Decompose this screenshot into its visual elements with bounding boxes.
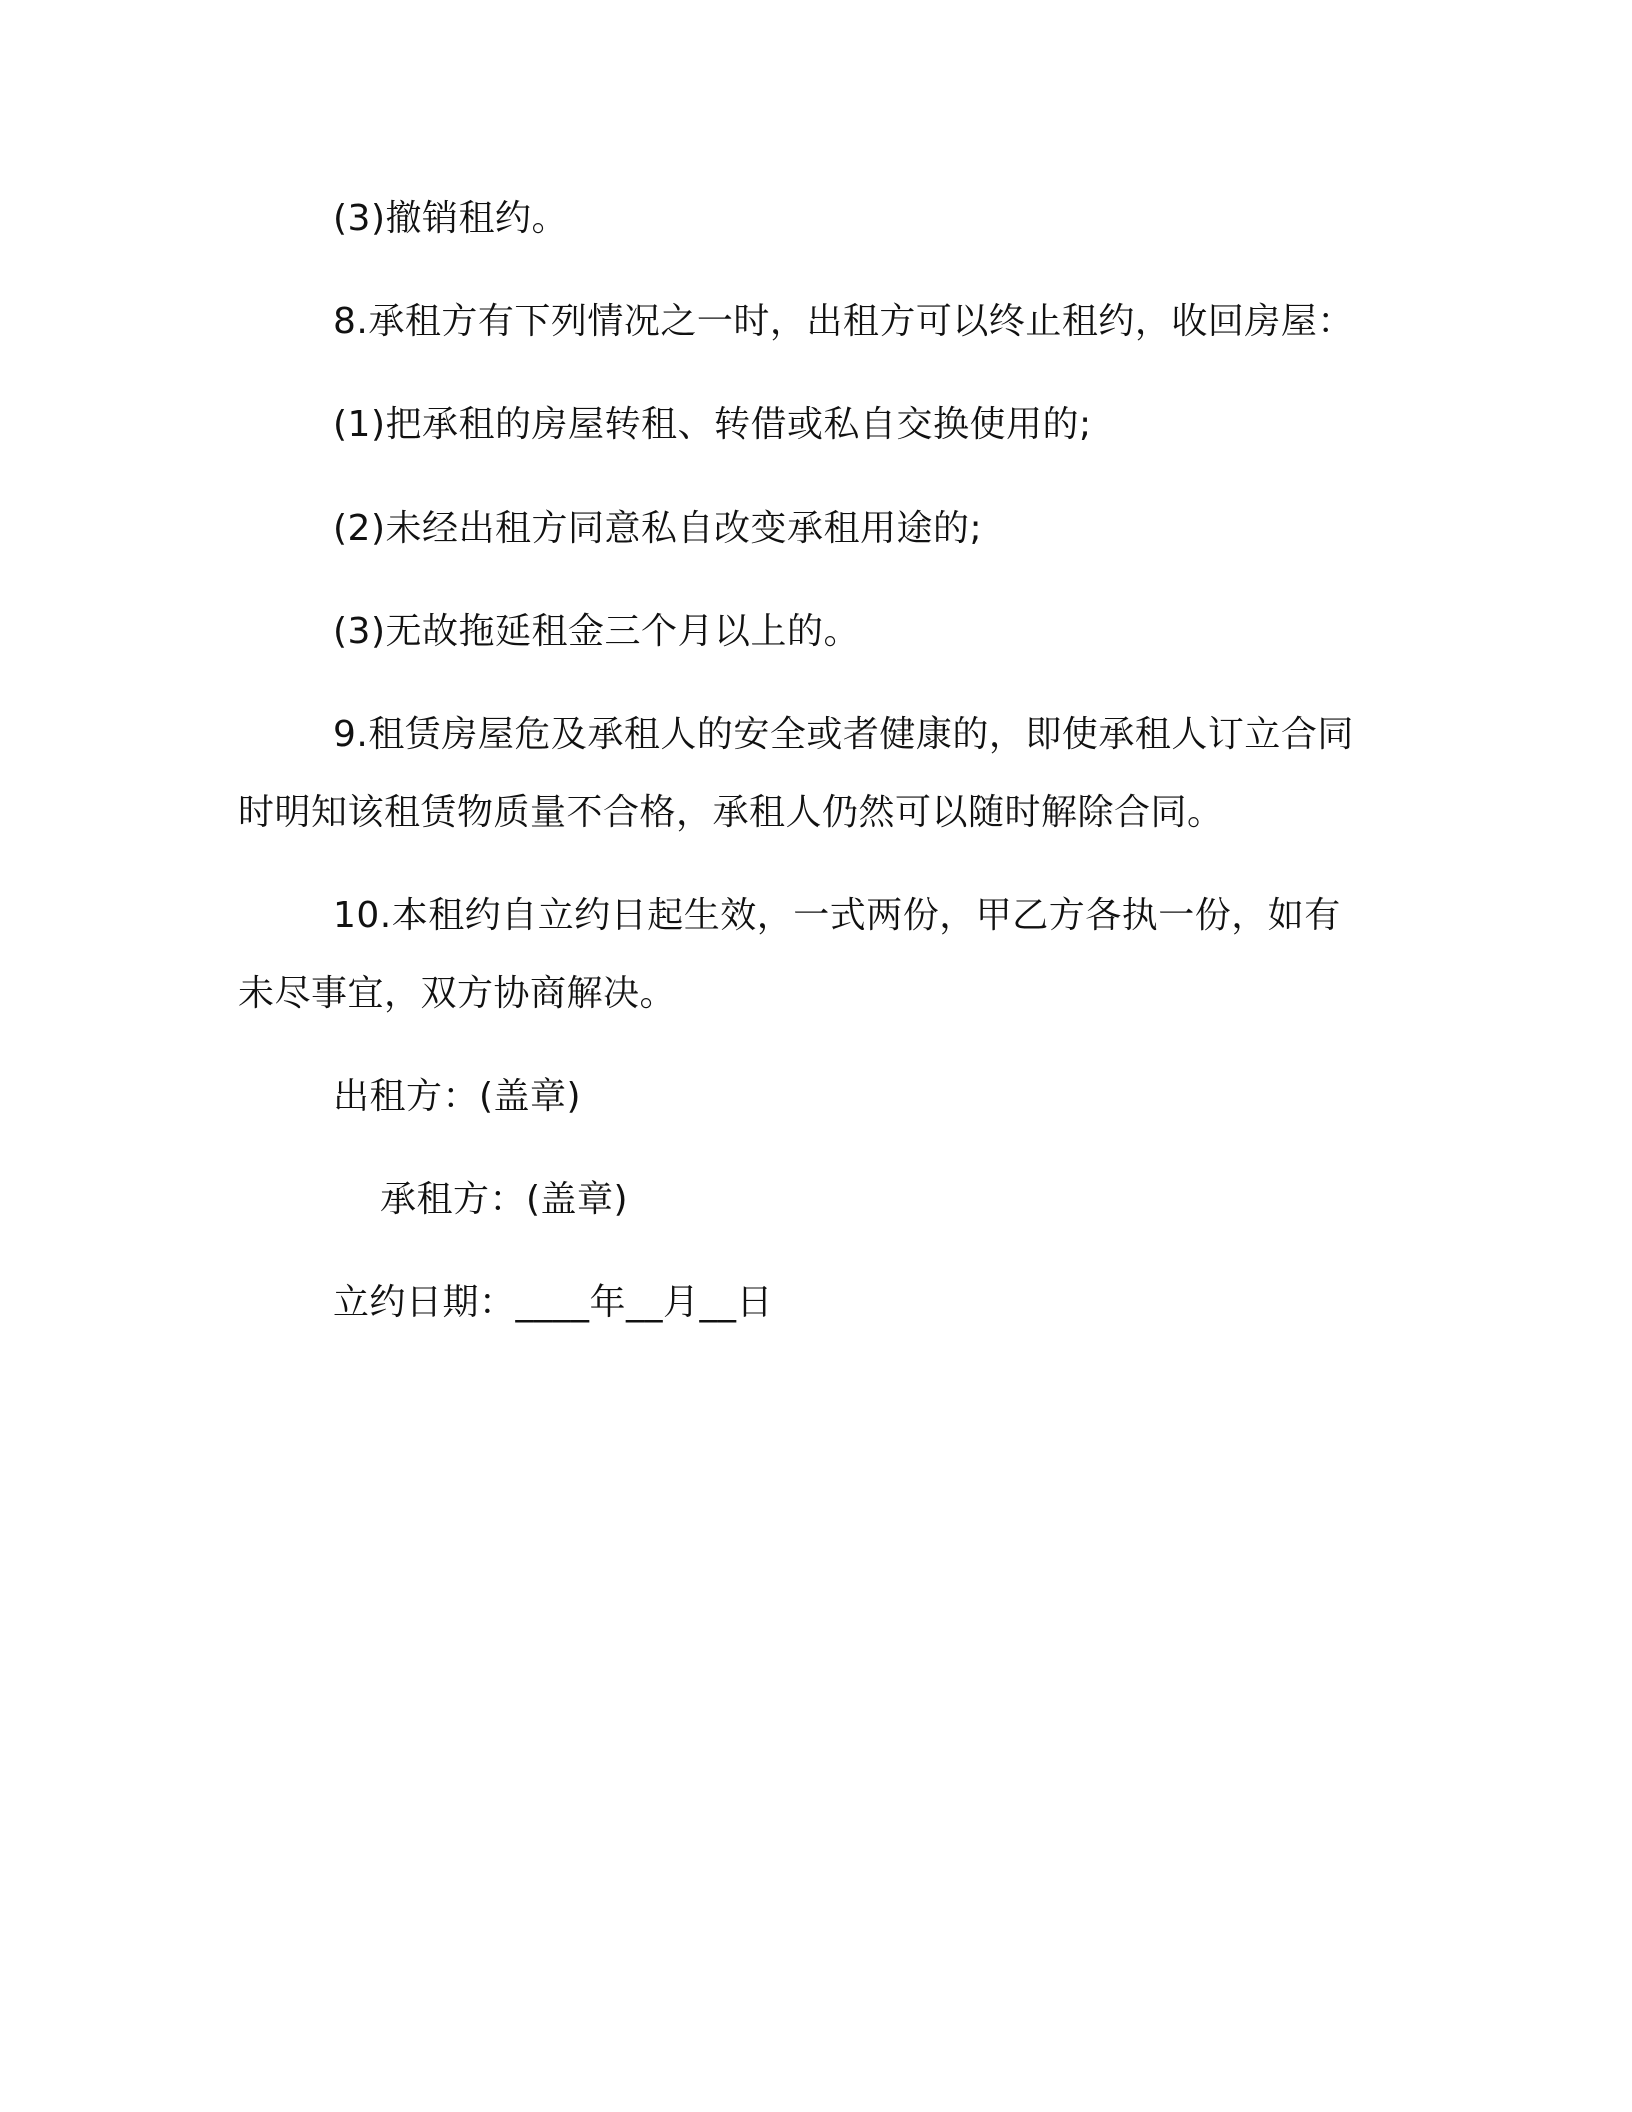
clause-9-line-1: 9.租赁房屋危及承租人的安全或者健康的，即使承租人订立合同 (333, 714, 1354, 755)
clause-8-item-2: (2)未经出租方同意私自改变承租用途的; (333, 508, 983, 549)
clause-10-line-2: 未尽事宜，双方协商解决。 (238, 973, 677, 1014)
clause-8-item-1: (1)把承租的房屋转租、转借或私自交换使用的; (333, 404, 1092, 445)
clause-7-item-3: (3)撤销租约。 (333, 198, 568, 239)
signing-date: 立约日期：____年__月__日 (333, 1282, 774, 1323)
lessee-signature: 承租方：(盖章) (380, 1179, 629, 1220)
clause-9-line-2: 时明知该租赁物质量不合格，承租人仍然可以随时解除合同。 (238, 792, 1224, 833)
lessor-signature: 出租方：(盖章) (333, 1076, 582, 1117)
clause-10-line-1: 10.本租约自立约日起生效，一式两份，甲乙方各执一份，如有 (333, 895, 1341, 936)
clause-8-heading: 8.承租方有下列情况之一时，出租方可以终止租约，收回房屋： (333, 301, 1354, 342)
clause-8-item-3: (3)无故拖延租金三个月以上的。 (333, 611, 860, 652)
